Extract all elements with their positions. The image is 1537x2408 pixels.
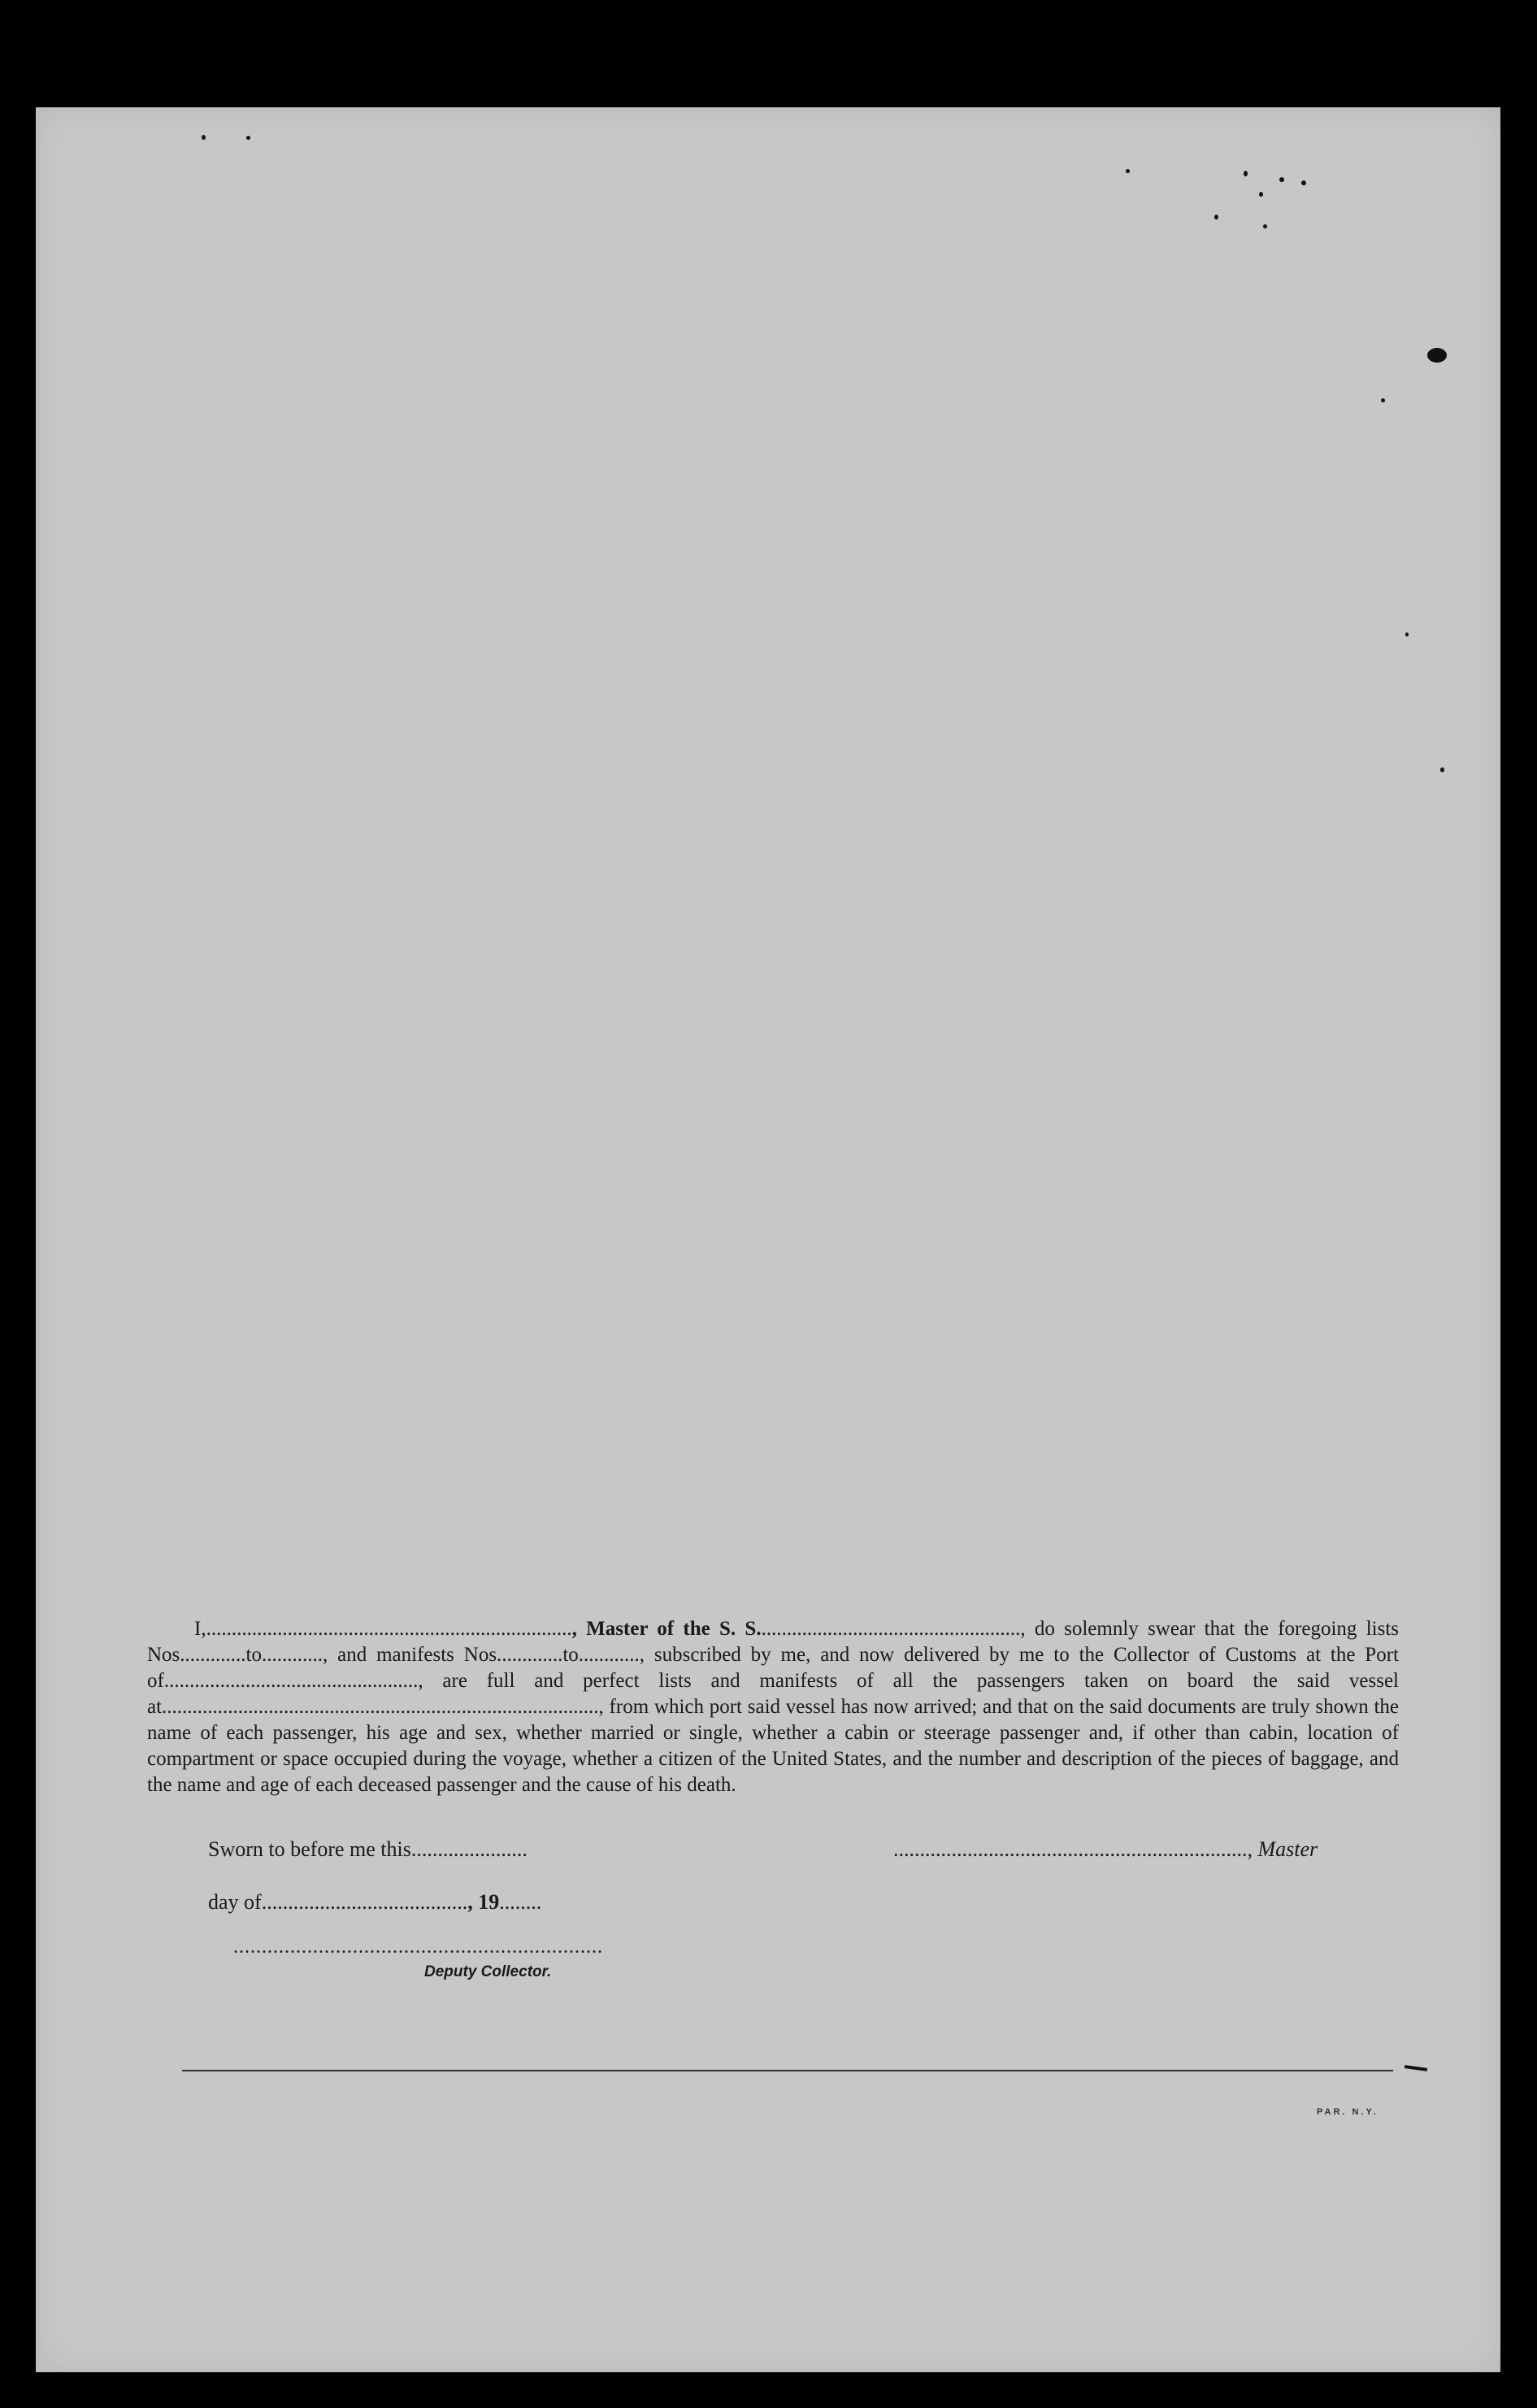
- day-line: [208, 1890, 541, 1915]
- printer-mark: PAR. N.Y.: [1317, 2107, 1379, 2117]
- deputy-signature-blank: .................................................................: [233, 1936, 603, 1958]
- manifest-from-blank: ............: [501, 1644, 563, 1666]
- master-oath-paragraph: [147, 1616, 1399, 1798]
- list-from-blank: ............: [185, 1644, 246, 1666]
- master-comma: ,: [1247, 1837, 1258, 1861]
- oath-text: , and manifests Nos.: [323, 1644, 502, 1666]
- day-blank: .......................................: [261, 1890, 468, 1914]
- sworn-label: Sworn to before me this: [208, 1837, 411, 1861]
- master-signature-blank: ...................................................................: [893, 1837, 1248, 1861]
- oath-text: to: [562, 1644, 579, 1666]
- ink-speck: [1279, 177, 1284, 182]
- ink-speck: [1440, 767, 1444, 772]
- oath-text: to: [245, 1644, 262, 1666]
- list-to-blank: ............: [262, 1644, 323, 1666]
- sworn-line: [208, 1837, 528, 1862]
- year-blank: ........: [499, 1890, 542, 1914]
- manifest-to-blank: ............: [578, 1644, 640, 1666]
- departure-port-blank: ......................................................................................: [162, 1696, 599, 1718]
- oath-text: , subscribed by me, and now delivered by me to the Collector of Customs at the Port of: [147, 1644, 1399, 1692]
- ink-speck: [1214, 215, 1218, 220]
- rule-end-mark: [1405, 2065, 1427, 2071]
- document-page: [36, 107, 1500, 2372]
- oath-text: I,: [194, 1618, 206, 1640]
- oath-text: , Master of the S. S.: [571, 1618, 762, 1640]
- sworn-date-blank: ......................: [410, 1837, 528, 1861]
- ink-speck: [1381, 398, 1385, 402]
- oath-text: , are full and perfect lists and manifests of all the passengers taken on board the said vessel at: [147, 1670, 1399, 1718]
- ink-speck: [1259, 192, 1263, 197]
- master-signature-line: [893, 1837, 1318, 1862]
- deputy-collector-label: Deputy Collector.: [424, 1963, 552, 1980]
- master-name-blank: ........................................................................: [206, 1618, 572, 1640]
- ink-speck: [1244, 171, 1248, 176]
- bleed-through-text: [158, 229, 1133, 489]
- vessel-name-blank: ...................................................: [761, 1618, 1021, 1640]
- ink-speck: [1126, 169, 1130, 173]
- oath-text: , from which port said vessel has now arrived; and that on the said documents are truly shown the name of each passenger, his age and sex, whether married or single, whether a cabin or steerage passenger and, if other than cabin, location of compartment or space occupied during the voyage, whether a citizen of the United States, and the number and description of the pieces of baggage, and the name and age of each deceased passenger and the cause of his death.: [147, 1696, 1399, 1796]
- ink-speck: [1427, 348, 1447, 363]
- ink-speck: [1301, 180, 1306, 185]
- ink-speck: [1263, 224, 1267, 228]
- ink-speck: [202, 135, 206, 140]
- port-blank: ..................................................: [163, 1670, 419, 1692]
- oath-text: , do solemnly swear that the foregoing lists Nos.: [147, 1618, 1400, 1666]
- bottom-rule: [182, 2070, 1393, 2071]
- year-prefix: , 19: [467, 1890, 500, 1914]
- ink-speck: [246, 136, 250, 140]
- day-label: day of: [208, 1890, 262, 1914]
- ink-speck: [1405, 632, 1409, 637]
- master-label: Master: [1257, 1837, 1318, 1861]
